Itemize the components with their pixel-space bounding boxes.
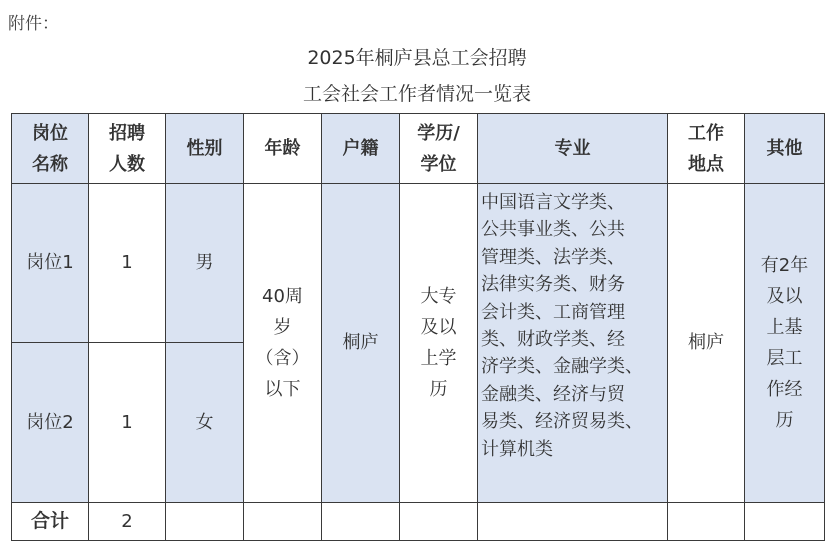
header-other: 其他: [745, 114, 825, 184]
household-cell: 桐庐: [322, 184, 400, 503]
header-household: 户籍: [322, 114, 400, 184]
header-position-name: 岗位 名称: [12, 114, 89, 184]
table-row: [12, 184, 825, 343]
gender-cell: 女: [166, 343, 244, 503]
age-cell: 40周 岁 （含） 以下: [244, 184, 322, 503]
header-gender: 性别: [166, 114, 244, 184]
gender-cell: 男: [166, 184, 244, 343]
empty-cell: [400, 503, 478, 541]
empty-cell: [244, 503, 322, 541]
empty-cell: [478, 503, 668, 541]
total-count: 2: [89, 503, 166, 541]
document-title-line-2: 工会社会工作者情况一览表: [302, 83, 531, 105]
other-cell: 有2年 及以 上基 层工 作经 历: [745, 184, 825, 503]
major-cell: 中国语言文学类、 公共事业类、公共 管理类、法学类、 法律实务类、财务 会计类、工商管理 类、财政学类、经 济学类、金融学类、 金融类、经济与贸 易类、经济贸易类、 计算机类: [478, 184, 668, 503]
empty-cell: [668, 503, 745, 541]
empty-cell: [322, 503, 400, 541]
header-education: 学历/ 学位: [400, 114, 478, 184]
position-cell: 岗位2: [12, 343, 89, 503]
total-label: 合计: [12, 503, 89, 541]
education-cell: 大专 及以 上学 历: [400, 184, 478, 503]
header-work-location: 工作 地点: [668, 114, 745, 184]
header-age: 年龄: [244, 114, 322, 184]
header-hire-count: 招聘 人数: [89, 114, 166, 184]
empty-cell: [166, 503, 244, 541]
document-title-line-1: 2025年桐庐县总工会招聘: [307, 47, 527, 69]
recruitment-table: [11, 113, 825, 541]
count-cell: 1: [89, 343, 166, 503]
header-major: 专业: [478, 114, 668, 184]
position-cell: 岗位1: [12, 184, 89, 343]
total-row: [12, 503, 825, 541]
attachment-label: 附件：: [8, 14, 59, 34]
empty-cell: [745, 503, 825, 541]
work-location-cell: 桐庐: [668, 184, 745, 503]
count-cell: 1: [89, 184, 166, 343]
header-row: [12, 114, 825, 184]
